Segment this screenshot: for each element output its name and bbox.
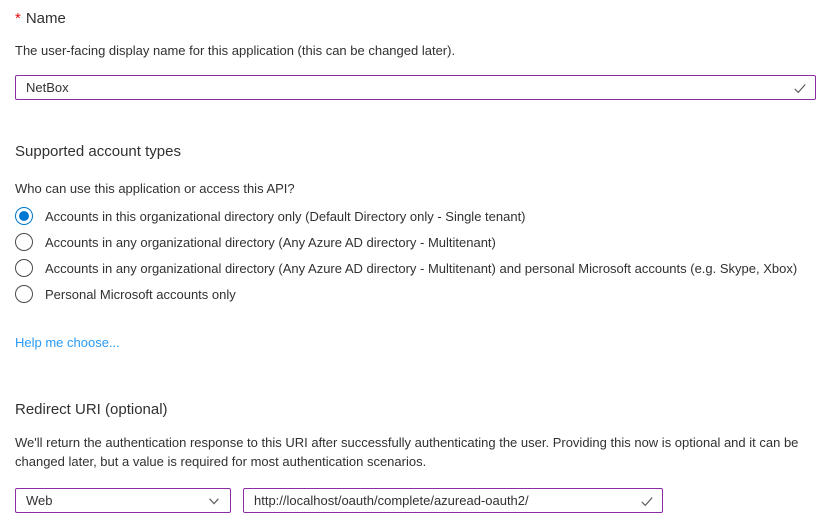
account-type-radio-group [15,207,815,303]
radio-multitenant-personal[interactable] [15,259,815,277]
name-input-wrap [15,75,816,100]
radio-button-icon [15,233,33,251]
uri-input-wrap [243,488,663,513]
radio-single-tenant[interactable] [15,207,815,225]
radio-personal-only[interactable] [15,285,815,303]
name-description: The user-facing display name for this application (this can be changed later). [15,43,456,58]
radio-button-icon [15,259,33,277]
name-input[interactable] [15,75,816,100]
account-types-title: Supported account types [15,143,181,160]
radio-label: Accounts in this organizational directory only (Default Directory only - Single tenant) [45,208,526,224]
required-marker: * [15,10,21,27]
radio-button-icon [15,207,33,225]
redirect-uri-title: Redirect URI (optional) [15,401,168,418]
chevron-down-icon [207,494,221,508]
name-label: Name [25,10,66,27]
redirect-uri-row [15,488,815,513]
account-types-question: Who can use this application or access this API? [15,181,295,196]
radio-label: Accounts in any organizational directory (Any Azure AD directory - Multitenant) and personal Microsoft accounts (e.g. Skype, Xbox) [45,260,798,276]
help-me-choose-link[interactable]: Help me choose... [15,335,120,350]
redirect-uri-input[interactable] [243,488,663,513]
radio-button-icon [15,285,33,303]
account-types-section [15,143,815,352]
radio-label: Personal Microsoft accounts only [45,286,236,302]
name-section-title [15,10,815,27]
redirect-uri-description: We'll return the authentication response to this URI after successfully authenticating the user. Providing this now is optional and it can be changed later, but a value is required for most authentication scenarios. [15,435,799,469]
platform-select[interactable] [15,488,231,513]
radio-multitenant[interactable] [15,233,815,251]
platform-select-value: Web [26,493,53,508]
redirect-uri-section [15,401,815,513]
radio-label: Accounts in any organizational directory (Any Azure AD directory - Multitenant) [45,234,496,250]
